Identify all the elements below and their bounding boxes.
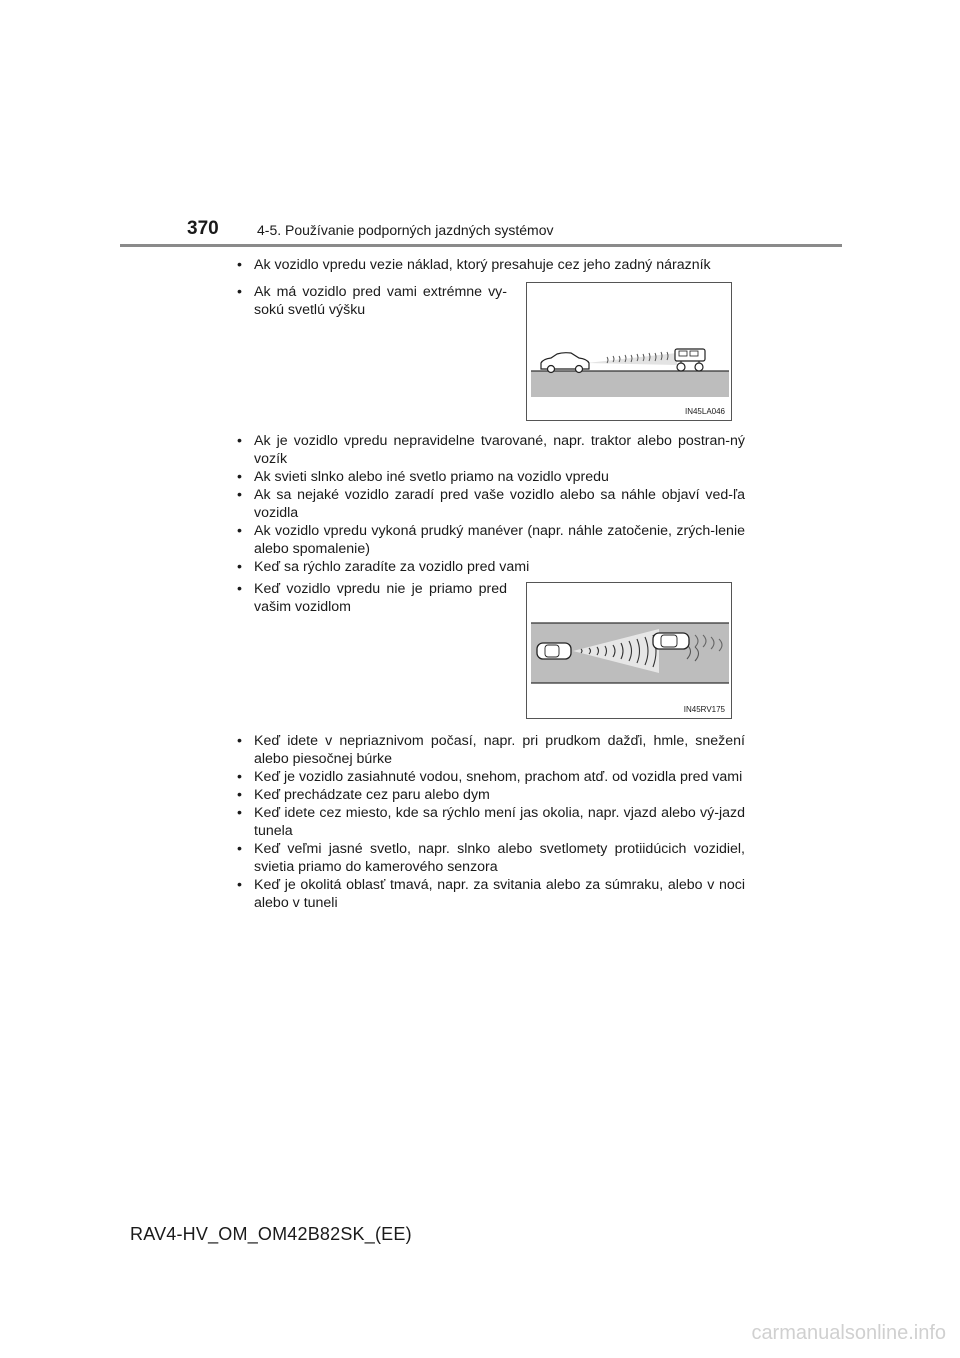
bullet-list-figure-1 (237, 283, 507, 319)
list-item: • Ak je vozidlo vpredu nepravidelne tvarované, napr. traktor alebo postran-ný vozík (237, 432, 745, 468)
bullet-list-figure-2 (237, 580, 507, 616)
figure-code: IN45LA046 (684, 407, 725, 416)
section-title: 4-5. Používanie podporných jazdných systémov (257, 222, 554, 238)
list-item: • Keď prechádzate cez paru alebo dym (237, 786, 745, 804)
own-car-icon (537, 643, 571, 659)
list-item: • Keď je vozidlo zasiahnuté vodou, snehom, prachom atď. od vozidla pred vami (237, 768, 745, 786)
header-divider (120, 244, 842, 247)
bullet-list-3 (237, 732, 745, 912)
list-item: • Keď idete cez miesto, kde sa rýchlo mení jas okolia, napr. vjazd alebo vý-jazd tunela (237, 804, 745, 840)
road-surface (531, 371, 729, 397)
list-item: • Ak vozidlo vpredu vezie náklad, ktorý presahuje cez jeho zadný nárazník (237, 256, 745, 274)
figure-high-clearance-vehicle (526, 282, 732, 421)
own-car-icon (541, 353, 589, 373)
bullet-list-1 (237, 256, 745, 274)
list-item: • Keď veľmi jasné svetlo, napr. slnko alebo svetlomety protiidúcich vozidiel, svietia priamo do kamerového senzora (237, 840, 745, 876)
list-item: • Keď je okolitá oblasť tmavá, napr. za svitania alebo za súmraku, alebo v noci alebo v tuneli (237, 876, 745, 912)
illustration-high-clearance (527, 283, 733, 422)
list-item: • Ak svieti slnko alebo iné svetlo priamo na vozidlo vpredu (237, 468, 745, 486)
list-item: • Ak má vozidlo pred vami extrémne vy-sokú svetlú výšku (237, 283, 507, 319)
list-item: • Keď sa rýchlo zaradíte za vozidlo pred vami (237, 558, 745, 576)
high-vehicle-icon (675, 349, 705, 371)
list-item: • Ak vozidlo vpredu vykoná prudký manéver (napr. náhle zatočenie, zrých-lenie alebo spomalenie) (237, 522, 745, 558)
figure-code: IN45RV175 (683, 705, 725, 714)
list-item: • Keď vozidlo vpredu nie je priamo pred vašim vozidlom (237, 580, 507, 616)
document-code: RAV4-HV_OM_OM42B82SK_(EE) (130, 1224, 412, 1244)
list-item: • Keď idete v nepriaznivom počasí, napr. pri prudkom dažďi, hmle, snežení alebo piesočnej búrke (237, 732, 745, 768)
page-number: 370 (187, 218, 219, 239)
vehicle-ahead-icon (653, 633, 689, 649)
list-item: • Ak sa nejaké vozidlo zaradí pred vaše vozidlo alebo sa náhle objaví ved-ľa vozidla (237, 486, 745, 522)
bullet-list-2 (237, 432, 745, 576)
watermark: carmanualsonline.info (751, 1322, 946, 1344)
illustration-offset-vehicle (527, 583, 733, 720)
figure-offset-vehicle (526, 582, 732, 719)
